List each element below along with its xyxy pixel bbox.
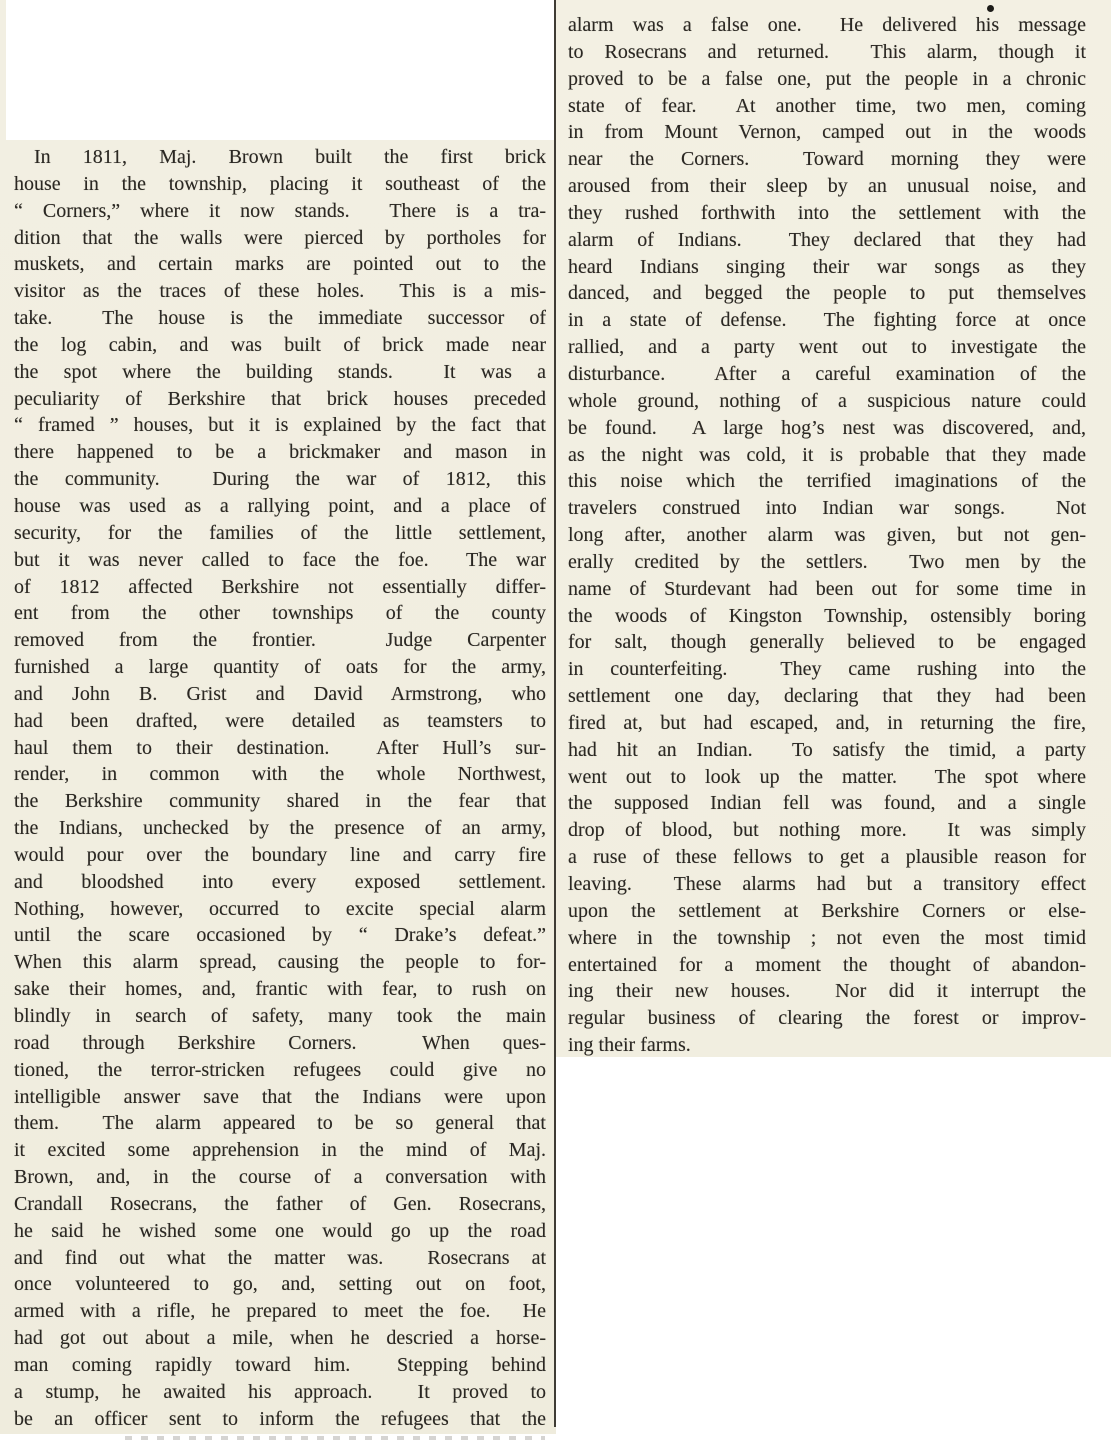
- text-line: them. The alarm appeared to be so general that: [14, 1112, 546, 1135]
- text-line: had got out about a mile, when he descried a horse-: [14, 1327, 546, 1350]
- text-line: muskets, and certain marks are pointed out to the: [14, 253, 546, 276]
- text-line: furnished a large quantity of oats for the army,: [14, 656, 546, 679]
- text-line: of 1812 affected Berkshire not essentially differ-: [14, 575, 546, 598]
- text-line: long after, another alarm was given, but not gen-: [568, 524, 1086, 547]
- text-line: Nothing, however, occurred to excite special alarm: [14, 897, 546, 920]
- text-line: ing their new houses. Nor did it interrupt the: [568, 980, 1086, 1003]
- text-line: had hit an Indian. To satisfy the timid, a party: [568, 738, 1086, 761]
- text-line: upon the settlement at Berkshire Corners or else-: [568, 899, 1086, 922]
- text-line: removed from the frontier. Judge Carpenter: [14, 629, 546, 652]
- text-line: be an officer sent to inform the refugees that the: [14, 1407, 546, 1430]
- text-line: security, for the families of the little settlement,: [14, 521, 546, 544]
- text-line: had been drafted, were detailed as teamsters to: [14, 709, 546, 732]
- text-line: visitor as the traces of these holes. This is a mis-: [14, 280, 546, 303]
- text-line: disturbance. After a careful examination of the: [568, 362, 1086, 385]
- text-line: he said he wished some one would go up the road: [14, 1219, 546, 1242]
- text-line: the Berkshire community shared in the fear that: [14, 790, 546, 813]
- text-line: Brown, and, in the course of a conversation with: [14, 1166, 546, 1189]
- text-line: house was used as a rallying point, and a place of: [14, 494, 546, 517]
- text-line: in counterfeiting. They came rushing into the: [568, 658, 1086, 681]
- ink-spot: [987, 5, 994, 12]
- text-line: danced, and begged the people to put themselves: [568, 282, 1086, 305]
- text-line: settlement one day, declaring that they had been: [568, 685, 1086, 708]
- text-line: the woods of Kingston Township, ostensibly boring: [568, 604, 1086, 627]
- text-line: where in the township ; not even the most timid: [568, 926, 1086, 949]
- text-line: erally credited by the settlers. Two men by the: [568, 550, 1086, 573]
- text-line: travelers construed into Indian war songs. Not: [568, 497, 1086, 520]
- text-line: a ruse of these fellows to get a plausible reason for: [568, 846, 1086, 869]
- right-column-text: [568, 12, 1086, 1059]
- text-line: peculiarity of Berkshire that brick houses preceded: [14, 387, 546, 410]
- left-column-text: [14, 144, 546, 1433]
- text-line: they rushed forthwith into the settlement with the: [568, 201, 1086, 224]
- text-line: the supposed Indian fell was found, and a single: [568, 792, 1086, 815]
- text-line: there happened to be a brickmaker and mason in: [14, 441, 546, 464]
- text-line: ing their farms.: [568, 1034, 691, 1057]
- text-line: intelligible answer save that the Indians were upon: [14, 1085, 546, 1108]
- text-line: take. The house is the immediate successor of: [14, 307, 546, 330]
- text-line: drop of blood, but nothing more. It was simply: [568, 819, 1086, 842]
- text-line: man coming rapidly toward him. Stepping behind: [14, 1353, 546, 1376]
- text-line: it excited some apprehension in the mind of Maj.: [14, 1139, 546, 1162]
- text-line: “ framed ” houses, but it is explained by the fact that: [14, 414, 546, 437]
- text-line: in from Mount Vernon, camped out in the woods: [568, 121, 1086, 144]
- text-line: name of Sturdevant had been out for some time in: [568, 577, 1086, 600]
- text-line: house in the township, placing it southeast of the: [14, 172, 546, 195]
- text-line: heard Indians singing their war songs as they: [568, 255, 1086, 278]
- text-line: entertained for a moment the thought of abandon-: [568, 953, 1086, 976]
- text-line: In 1811, Maj. Brown built the first brick: [34, 146, 546, 168]
- text-line: When this alarm spread, causing the people to for-: [14, 951, 546, 974]
- text-line: alarm of Indians. They declared that they had: [568, 228, 1086, 251]
- text-line: and John B. Grist and David Armstrong, who: [14, 682, 546, 705]
- text-line: tioned, the terror-stricken refugees could give no: [14, 1058, 546, 1081]
- text-line: once volunteered to go, and, setting out on foot,: [14, 1273, 546, 1296]
- text-line: and bloodshed into every exposed settlement.: [14, 870, 546, 893]
- text-line: render, in common with the whole Northwest,: [14, 763, 546, 786]
- text-line: aroused from their sleep by an unusual noise, and: [568, 175, 1086, 198]
- text-line: but it was never called to face the foe. The war: [14, 548, 546, 571]
- text-line: until the scare occasioned by “ Drake’s defeat.”: [14, 924, 546, 947]
- text-line: armed with a rifle, he prepared to meet the foe. He: [14, 1300, 546, 1323]
- text-line: a stump, he awaited his approach. It proved to: [14, 1380, 546, 1403]
- text-line: near the Corners. Toward morning they were: [568, 148, 1086, 171]
- text-line: in a state of defense. The fighting force at once: [568, 309, 1086, 332]
- text-line: state of fear. At another time, two men, coming: [568, 94, 1086, 117]
- text-line: dition that the walls were pierced by portholes for: [14, 226, 546, 249]
- text-line: to Rosecrans and returned. This alarm, though it: [568, 40, 1086, 63]
- text-line: the Indians, unchecked by the presence of an army,: [14, 817, 546, 840]
- text-line: went out to look up the matter. The spot where: [568, 765, 1086, 788]
- text-line: alarm was a false one. He delivered his message: [568, 14, 1086, 36]
- text-line: haul them to their destination. After Hull’s sur-: [14, 736, 546, 759]
- column-divider-rule: [554, 0, 556, 1427]
- blank-area-top-left: [6, 0, 554, 140]
- text-line: sake their homes, and, frantic with fear, to rush on: [14, 978, 546, 1001]
- text-line: blindly in search of safety, many took the main: [14, 1005, 546, 1027]
- text-line: regular business of clearing the forest or improv-: [568, 1007, 1086, 1030]
- text-line: this noise which the terrified imaginations of the: [568, 470, 1086, 493]
- text-line: the community. During the war of 1812, this: [14, 468, 546, 491]
- text-line: ent from the other townships of the county: [14, 602, 546, 625]
- text-line: whole ground, nothing of a suspicious nature could: [568, 389, 1086, 412]
- text-line: rallied, and a party went out to investigate the: [568, 336, 1086, 359]
- text-line: the log cabin, and was built of brick made near: [14, 333, 546, 356]
- text-line: road through Berkshire Corners. When ques-: [14, 1031, 546, 1054]
- cut-off-text-remnant: [125, 1436, 545, 1440]
- text-line: would pour over the boundary line and carry fire: [14, 843, 546, 866]
- text-line: for salt, though generally believed to be engaged: [568, 631, 1086, 654]
- text-line: Crandall Rosecrans, the father of Gen. Rosecrans,: [14, 1192, 546, 1215]
- text-line: fired at, but had escaped, and, in returning the fire,: [568, 711, 1086, 734]
- text-line: and find out what the matter was. Rosecrans at: [14, 1246, 546, 1269]
- text-line: leaving. These alarms had but a transitory effect: [568, 873, 1086, 895]
- text-line: proved to be a false one, put the people in a chronic: [568, 67, 1086, 90]
- text-line: “ Corners,” where it now stands. There is a tra-: [14, 199, 546, 222]
- text-line: the spot where the building stands. It was a: [14, 360, 546, 383]
- text-line: as the night was cold, it is probable that they made: [568, 443, 1086, 466]
- text-line: be found. A large hog’s nest was discovered, and,: [568, 416, 1086, 439]
